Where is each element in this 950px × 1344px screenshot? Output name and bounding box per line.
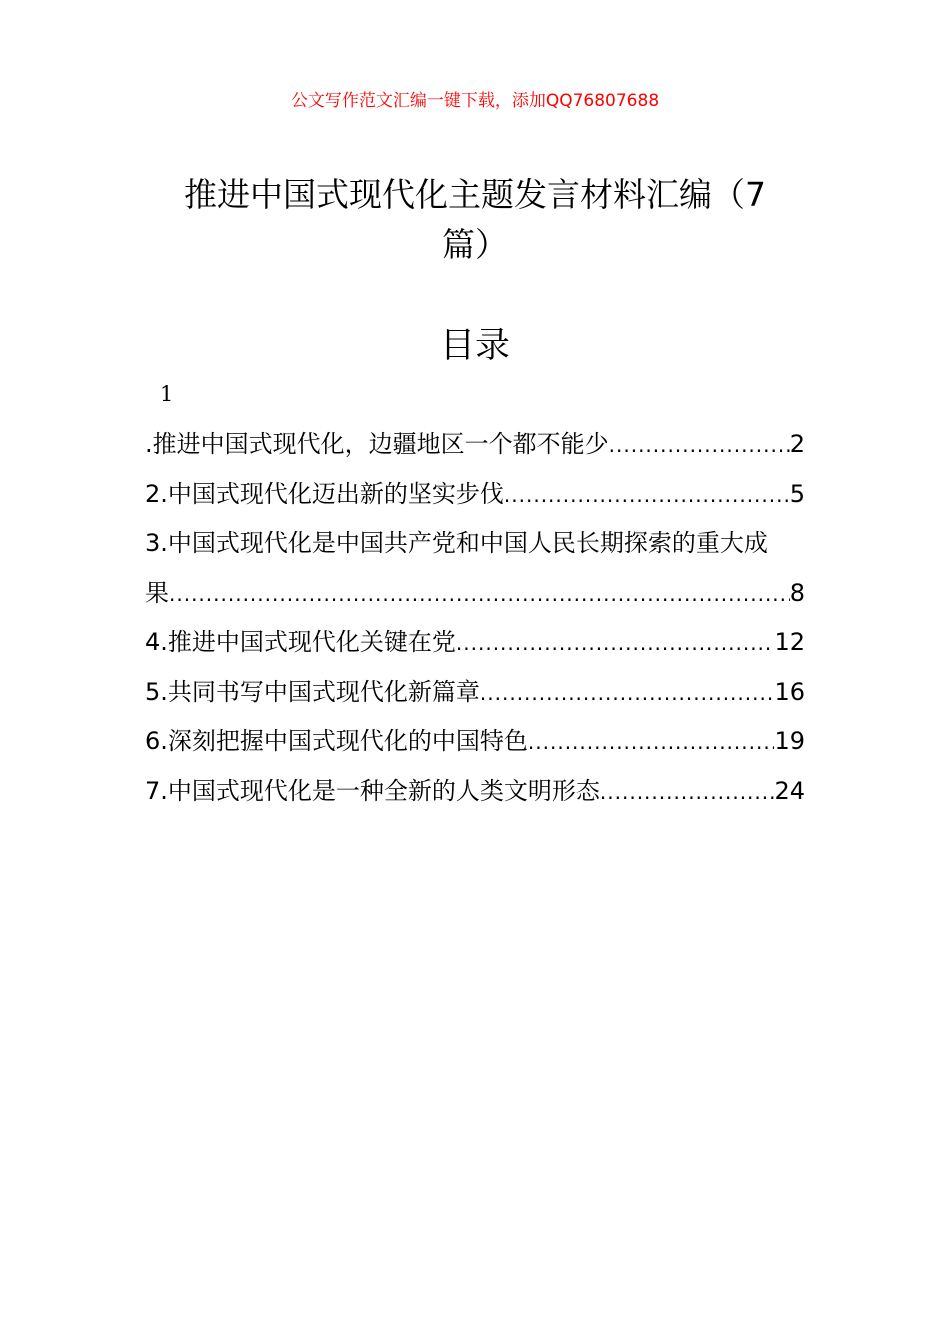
toc-item-page: 19 [774,727,805,755]
toc-item[interactable] [145,618,805,668]
toc-item-page: 12 [774,628,805,656]
toc-leader-dots [504,471,790,520]
toc-item-title: 6.深刻把握中国式现代化的中国特色 [145,727,528,755]
header-note: 公文写作范文汇编一键下载，添加QQ76807688 [290,91,660,111]
toc-item-title: 5.共同书写中国式现代化新篇章 [145,677,480,706]
toc-item[interactable] [145,470,805,520]
toc-leader-dots [600,768,775,817]
toc-leader-dots [169,570,790,619]
toc-item-page: 2 [789,430,805,458]
toc-leader-dots [528,718,775,767]
toc-item-title: 3.中国式现代化是中国共产党和中国人民长期探索的重大成 [145,529,768,557]
toc-item-number: 1 [160,382,174,406]
toc-item[interactable] [145,519,805,569]
toc-item-page: 16 [774,677,805,706]
toc-item[interactable] [145,420,805,470]
toc-leader-dots [456,619,775,668]
toc-leader-dots [609,421,790,470]
document-title: 推进中国式现代化主题发言材料汇编（7篇） [184,175,766,264]
toc-item-page: 5 [789,479,805,508]
toc-item-title: 2.中国式现代化迈出新的坚实步伐 [145,479,504,508]
toc-item-page: 8 [789,578,805,607]
toc-item-title: .推进中国式现代化，边疆地区一个都不能少 [145,430,609,458]
toc-item[interactable] [145,668,805,718]
toc-item-title: 7.中国式现代化是一种全新的人类文明形态 [145,776,600,805]
toc-item[interactable] [145,717,805,767]
toc-item-continuation[interactable] [145,569,805,619]
toc-heading: 目录 [439,326,510,366]
toc-leader-dots [480,669,775,718]
table-of-contents [145,420,805,816]
toc-item-page: 24 [774,776,805,805]
toc-item[interactable] [145,767,805,817]
toc-item-title: 4.推进中国式现代化关键在党 [145,628,456,656]
toc-item-title-cont: 果 [145,578,169,607]
